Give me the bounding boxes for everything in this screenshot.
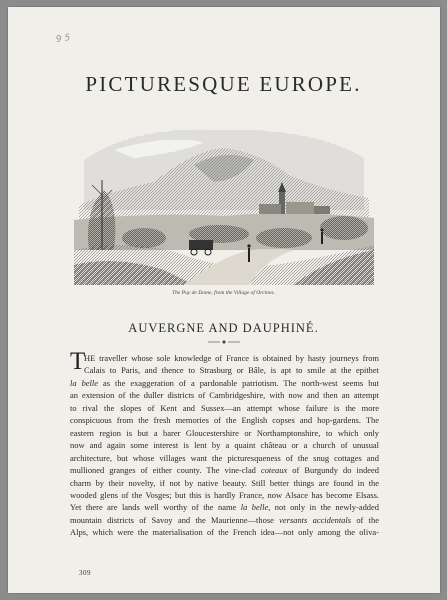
text-line: charm by their novelty, if not by native beauty. Still better things are found in the <box>70 477 379 488</box>
text-line: HE traveller whose sole knowledge of France is obtained by hasty journeys from <box>84 353 379 363</box>
section-title: AUVERGNE AND DAUPHINÉ. <box>128 321 319 335</box>
italic-term: la belle <box>70 377 98 388</box>
text-line: conspicuous from the fresh memories of the English copses and hop-gardens. The <box>70 415 379 426</box>
italic-term: coteaux <box>260 465 288 476</box>
body-text <box>70 352 379 539</box>
page-number: 309 <box>79 569 91 577</box>
text-line: mullioned granges of either county. The vine-clad coteaux of Burgundy do indeed <box>70 465 379 476</box>
ornament-divider-icon <box>208 339 240 345</box>
text-line: la belle as the exaggeration of a pardonable patriotism. The north-west seems but <box>70 377 379 388</box>
text-line: Alps, which were the materialisation of the French idea—not only among the oliva- <box>70 527 379 538</box>
text-line: Calais to Paris, and thence to Strasburg or Bâle, is apt to smile at the epithet <box>84 365 379 376</box>
italic-term: versants accidentals <box>279 514 352 525</box>
figure-caption: The Puy de Dome, from the Village of Orcines. <box>172 290 275 296</box>
text-line: architecture, but whose villages want the picturesqueness of the snug cottages and <box>70 452 379 463</box>
text-line: mountain districts of Savoy and the Maurienne—those versants accidentals of the <box>70 514 379 525</box>
page-title: PICTURESQUE EUROPE. <box>85 72 362 96</box>
italic-term: la belle <box>240 502 269 513</box>
text-line: an extension of the duller districts of Cambridgeshire, with now and then an attempt <box>70 390 379 401</box>
drop-capital: T <box>70 348 86 375</box>
text-line: to rival the slopes of Kent and Sussex—an attempt whose failure is the more <box>70 402 379 413</box>
text-line: wooded glens of the Vosges; but this is hardly France, now Alsace has become Elsass. <box>70 489 379 500</box>
text-line: eastern region is but a barer Gloucestershire or Northamptonshire, to which only <box>70 427 379 438</box>
text-line: Yet there are lands well worthy of the name la belle, not only in the newly-added <box>70 502 379 513</box>
pencil-annotation: 9 5 <box>55 33 71 45</box>
text-line: now and again some interest is lent by a quaint château or a church of unusual <box>70 440 379 451</box>
landscape-engraving-image <box>74 120 374 285</box>
